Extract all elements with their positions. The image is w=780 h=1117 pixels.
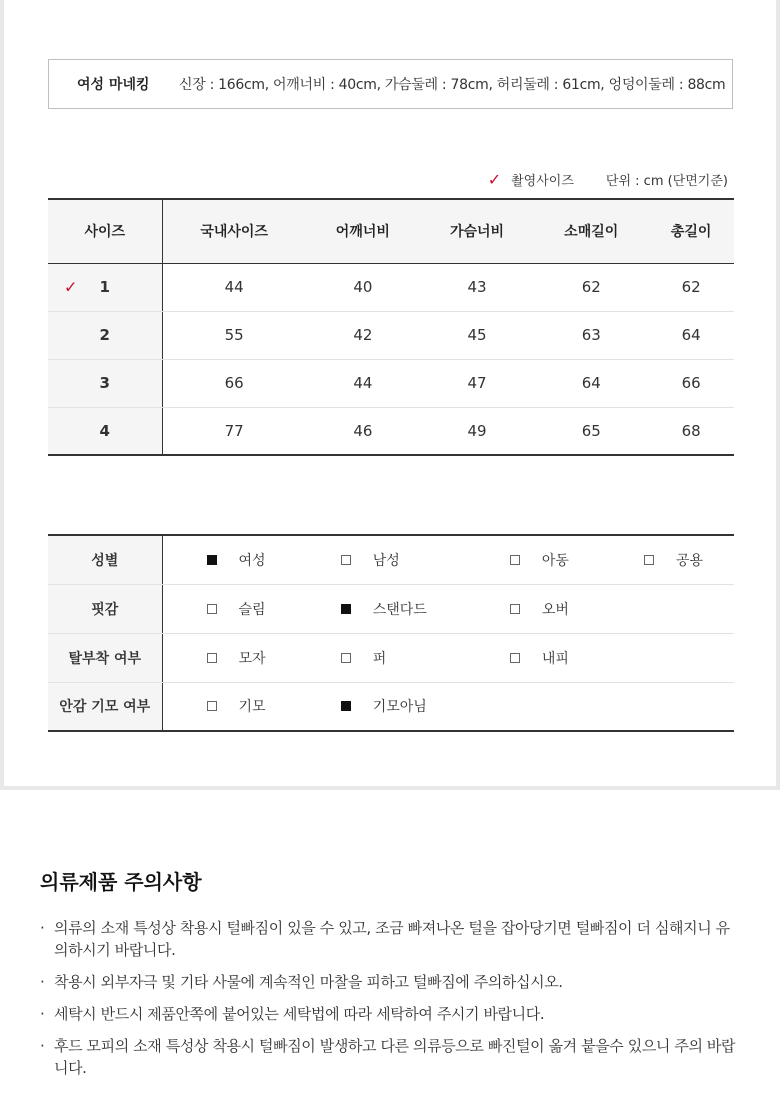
table-cell: 46 [353, 421, 373, 440]
table-cell: 40 [306, 263, 420, 311]
filled-checkbox-icon [207, 555, 217, 565]
option-brushed: 기모 [162, 682, 297, 731]
table-cell: 45 [420, 311, 534, 359]
size-cell: 3 [48, 359, 162, 407]
table-row [48, 407, 734, 455]
list-item: · 후드 모피의 소재 특성상 착용시 털빠짐이 발생하고 다른 의류등으로 빠진털이 옮겨 붙을수 있으니 주의 바랍니다. [40, 1035, 740, 1079]
option-not-brushed: 기모아님 [297, 682, 466, 731]
empty-checkbox-icon [207, 604, 217, 614]
header-domestic-size: 국내사이즈 [162, 199, 306, 263]
table-row [48, 311, 734, 359]
table-cell: 42 [306, 311, 420, 359]
empty-checkbox-icon [207, 653, 217, 663]
empty-checkbox-icon [644, 555, 654, 565]
option-slim: 슬림 [162, 584, 297, 633]
size-cell: ✓ 1 [48, 263, 162, 311]
table-cell: 49 [467, 421, 487, 440]
filled-checkbox-icon [341, 701, 351, 711]
empty-checkbox-icon [207, 701, 217, 711]
option-kids: 아동 [466, 535, 600, 584]
table-row [48, 359, 734, 407]
table-cell: 64 [534, 359, 648, 407]
attribute-table [48, 534, 734, 732]
header-sleeve: 소매길이 [534, 199, 648, 263]
header-length: 총길이 [648, 199, 734, 263]
list-item: · 세탁시 반드시 제품안쪽에 붙어있는 세탁법에 따라 세탁하여 주시기 바랍니다. [40, 1003, 740, 1025]
option-liner: 내피 [466, 633, 600, 682]
attr-label: 성별 [48, 535, 162, 584]
table-cell: 68 [681, 421, 701, 440]
attr-label: 탈부착 여부 [48, 633, 162, 682]
unit-label: 단위 : cm (단면기준) [605, 174, 728, 189]
notice-list [40, 917, 740, 1079]
table-cell: 66 [648, 359, 734, 407]
care-notice [40, 866, 740, 1089]
notice-title: 의류제품 주의사항 [40, 870, 202, 894]
option-over: 오버 [466, 584, 600, 633]
table-row [48, 263, 734, 311]
list-item: · 착용시 외부자극 및 기타 사물에 계속적인 마찰을 피하고 털빠짐에 주의하십시오. [40, 971, 740, 993]
table-cell: 62 [648, 263, 734, 311]
size-cell: 4 [48, 407, 162, 455]
empty-checkbox-icon [341, 653, 351, 663]
option-hood: 모자 [162, 633, 297, 682]
option-standard: 스탠다드 [297, 584, 466, 633]
attr-row-fit [48, 584, 734, 633]
table-cell: 63 [534, 311, 648, 359]
table-cell: 77 [224, 421, 244, 440]
size-table [48, 198, 734, 456]
check-icon: ✓ [487, 170, 502, 189]
attr-row-gender [48, 535, 734, 584]
check-icon: ✓ [64, 277, 78, 297]
empty-checkbox-icon [510, 653, 520, 663]
table-cell: 62 [534, 263, 648, 311]
attr-row-detachable [48, 633, 734, 682]
empty-checkbox-icon [341, 555, 351, 565]
empty-checkbox-icon [510, 555, 520, 565]
table-cell: 44 [306, 359, 420, 407]
header-size: 사이즈 [48, 199, 162, 263]
list-item: · 의류의 소재 특성상 착용시 털빠짐이 있을 수 있고, 조금 빠져나온 털을 잡아당기면 털빠짐이 더 심해지니 유의하시기 바랍니다. [40, 917, 740, 961]
size-table-header [48, 199, 734, 263]
mannequin-measurements: 신장 : 166cm, 어깨너비 : 40cm, 가슴둘레 : 78cm, 허리둘레 : 61cm, 엉덩이둘레 : 88cm [179, 77, 726, 93]
attr-row-lining [48, 682, 734, 731]
mannequin-info-box [48, 59, 733, 109]
table-cell: 43 [420, 263, 534, 311]
table-cell: 66 [162, 359, 306, 407]
attr-label: 안감 기모 여부 [48, 682, 162, 731]
table-cell: 55 [162, 311, 306, 359]
table-cell: 44 [162, 263, 306, 311]
empty-checkbox-icon [510, 604, 520, 614]
size-cell: 2 [48, 311, 162, 359]
size-legend [488, 170, 728, 189]
header-chest: 가슴너비 [420, 199, 534, 263]
attr-label: 핏감 [48, 584, 162, 633]
option-fur: 퍼 [297, 633, 466, 682]
table-cell: 64 [648, 311, 734, 359]
mannequin-label: 여성 마네킹 [77, 77, 150, 93]
header-shoulder: 어깨너비 [306, 199, 420, 263]
photo-size-label: 촬영사이즈 [511, 174, 574, 189]
table-cell: 47 [420, 359, 534, 407]
option-male: 남성 [297, 535, 466, 584]
option-unisex: 공용 [600, 535, 734, 584]
option-female: 여성 [162, 535, 297, 584]
table-cell: 65 [581, 421, 601, 440]
filled-checkbox-icon [341, 604, 351, 614]
